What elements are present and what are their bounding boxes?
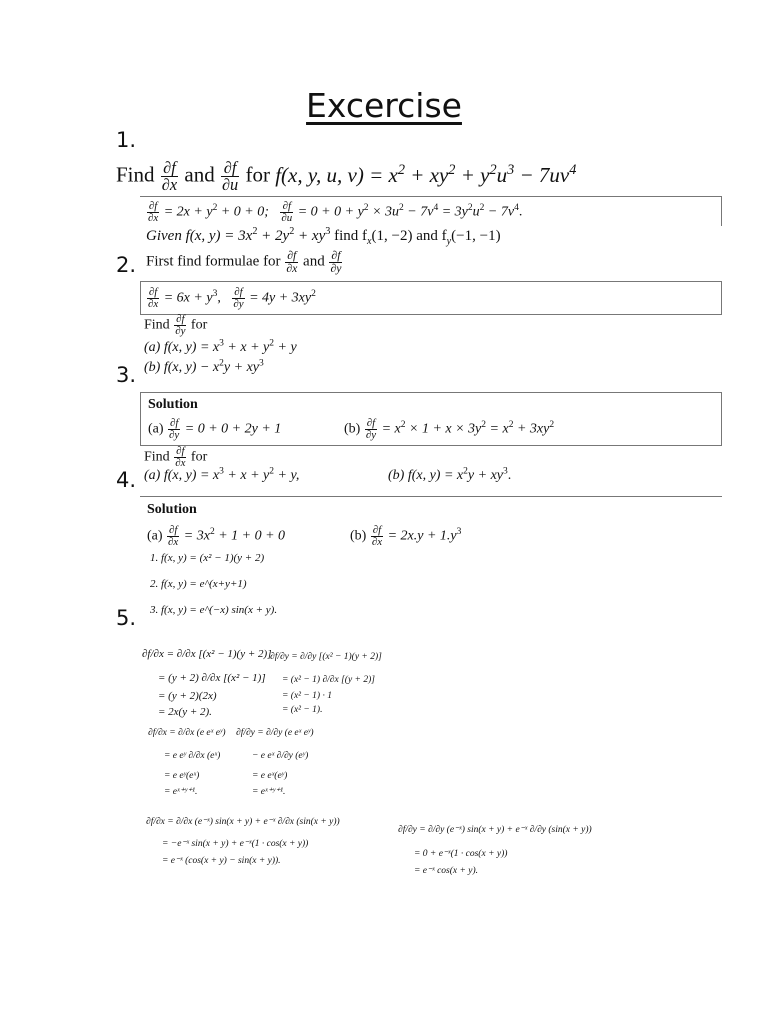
problem-5-item-3: 3. f(x, y) = e^(−x) sin(x + y). [150,604,278,616]
problem-1-statement [116,160,576,194]
text-find: Find [116,162,155,187]
problem-3-solution-a: (a) $\frac{\partial f}{\partial y}$ = 0 + 0 + 2y + 1 [148,417,282,441]
function-definition: f(x, y, u, $v) = x^2 + xy^2 + y^2u^3 - 7uv^4$ [275,161,577,187]
problem-5-item-1: 1. f(x, y) = (x² − 1)(y + 2) [150,552,265,564]
fraction-df-dx: $\frac{\partial f}{\partial x}$ [371,524,383,548]
work-1-dfdx-step: = (y + 2) ∂/∂x [(x² − 1)] [158,672,266,684]
work-1-dfdx-step: = 2x(y + 2). [158,706,212,718]
work-1-dfdy-head: ∂f/∂y = ∂/∂y [(x² − 1)(y + 2)] [270,652,382,662]
text-and: and [184,162,215,187]
problem-3-part-b: (b) f(x, $y) - x^2y + xy^3$ [144,358,264,375]
work-3-dfdy-head: ∂f/∂y = ∂/∂y (e⁻ˣ) sin(x + y) + e⁻ˣ ∂/∂y (sin(x + y)) [398,825,592,835]
divider [140,196,722,197]
fraction-df-du: $\frac{\partial f}{\partial u}$ [221,158,239,195]
work-1-dfdy-step: = (x² − 1) ∂/∂x [(y + 2)] [282,675,375,685]
work-2-dfdy-step: − e eˣ ∂/∂y (eʸ) [252,751,309,761]
problem-3-solution-b: (b) $\frac{\partial f}{\partial y}$ = $x^2 \times 1 + x \times 3y^2 = x^2 + 3xy^2$ [344,417,555,441]
problem-5-item-2: 2. f(x, y) = e^(x+y+1) [150,578,247,590]
work-2-dfdx-step: = e eʸ(eˣ) [164,771,200,781]
divider [721,196,722,226]
fraction-df-du: $\frac{\partial f}{\partial u}$ [281,200,293,224]
problem-4-solution-a: (a) $\frac{\partial f}{\partial x}$ = $3x^2 + 1 + 0 + 0$ [147,524,286,548]
solution-heading: Solution [148,397,198,412]
problem-2-solution: $\frac{\partial f}{\partial x}$ = $6x + y^3$, $\frac{\partial f}{\partial y}$ = $4y + 3xy^2$ [148,286,316,310]
divider [140,496,722,497]
work-3-dfdy-step: = e⁻ˣ cos(x + y). [414,866,479,876]
fraction-df-dy: $\frac{\partial f}{\partial y}$ [365,417,377,441]
problem-3-instruction: Find $\frac{\partial f}{\partial y}$ for [144,313,208,337]
fraction-df-dy: $\frac{\partial f}{\partial y}$ [330,249,342,275]
work-2-dfdy-step: = eˣ⁺ʸ⁺¹. [252,787,286,797]
text-for: for [245,162,270,187]
work-1-dfdy-step: = (x² − 1) · 1 [282,691,332,701]
problem-4-part-a: (a) f(x, $y) = x^3 + x + y^2 + y$, [144,466,300,483]
solution-heading: Solution [147,502,197,517]
work-3-dfdx-head: ∂f/∂x = ∂/∂x (e⁻ˣ) sin(x + y) + e⁻ˣ ∂/∂x (sin(x + y)) [146,817,340,827]
work-3-dfdy-step: = 0 + e⁻ˣ(1 · cos(x + y)) [414,849,508,859]
work-1-dfdx-step: = (y + 2)(2x) [158,690,217,702]
work-3-dfdx-step: = e⁻ˣ (cos(x + y) − sin(x + y)). [162,856,281,866]
fraction-df-dy: $\frac{\partial f}{\partial y}$ [175,313,186,337]
fraction-df-dx: $\frac{\partial f}{\partial x}$ [286,249,298,275]
fraction-df-dx: $\frac{\partial f}{\partial x}$ [168,524,179,548]
work-2-dfdy-step: = e eˣ(eʸ) [252,771,288,781]
problem-4-part-b: (b) f(x, $y) = x^2y + xy^3$. [388,466,512,483]
problem-number-5: 5. [116,606,137,630]
work-3-dfdx-step: = −e⁻ˣ sin(x + y) + e⁻ˣ(1 · cos(x + y)) [162,839,309,849]
work-2-dfdy-head: ∂f/∂y = ∂/∂y (e eˣ eʸ) [236,728,314,738]
problem-1-solution: $\frac{\partial f}{\partial x}$ = $2x + y^2 + 0 + 0$; $\frac{\partial f}{\partial u}$ = $0 + 0 + y^2 \times 3u^2 - 7v^4 = 3y^2u^2 - 7v^4$. [148,200,523,224]
problem-3-part-a: (a) f(x, $y) = x^3 + x + y^2 + y$ [144,338,297,355]
fraction-df-dy: $\frac{\partial f}{\partial y}$ [233,286,244,310]
problem-number-4: 4. [116,468,137,492]
problem-2-instruction: First find formulae for $\frac{\partial f}{\partial x}$ and $\frac{\partial f}{\partial y}$ [146,249,342,275]
work-2-dfdx-step: = e eʸ ∂/∂x (eˣ) [164,751,221,761]
fraction-df-dy: $\frac{\partial f}{\partial y}$ [169,417,180,441]
problem-number-3: 3. [116,363,137,387]
problem-number-2: 2. [116,253,137,277]
fraction-df-dx: $\frac{\partial f}{\partial x}$ [148,200,159,224]
fraction-df-dx: $\frac{\partial f}{\partial x}$ [161,158,178,195]
problem-4-solution-b: (b) $\frac{\partial f}{\partial x}$ = $2x.y + 1.y^3$ [350,524,462,548]
work-1-dfdy-step: = (x² − 1). [282,705,323,715]
work-1-dfdx-head: ∂f/∂x = ∂/∂x [(x² − 1)(y + 2)] [142,648,272,660]
problem-number-1: 1. [116,128,137,152]
work-2-dfdx-head: ∂f/∂x = ∂/∂x (e eˣ eʸ) [148,728,226,738]
problem-2-given: Given f(x, $y) = 3x^2 + 2y^2 + xy^3$ find $f_x(1$, −2) and $f_y(-1$, −1) [146,226,501,247]
work-2-dfdx-step: = eˣ⁺ʸ⁺¹. [164,787,198,797]
problem-4-instruction: Find $\frac{\partial f}{\partial x}$ for [144,445,208,469]
page-title: Excercise [306,86,462,125]
fraction-df-dx: $\frac{\partial f}{\partial x}$ [148,286,159,310]
fraction-df-dx: $\frac{\partial f}{\partial x}$ [175,445,186,469]
